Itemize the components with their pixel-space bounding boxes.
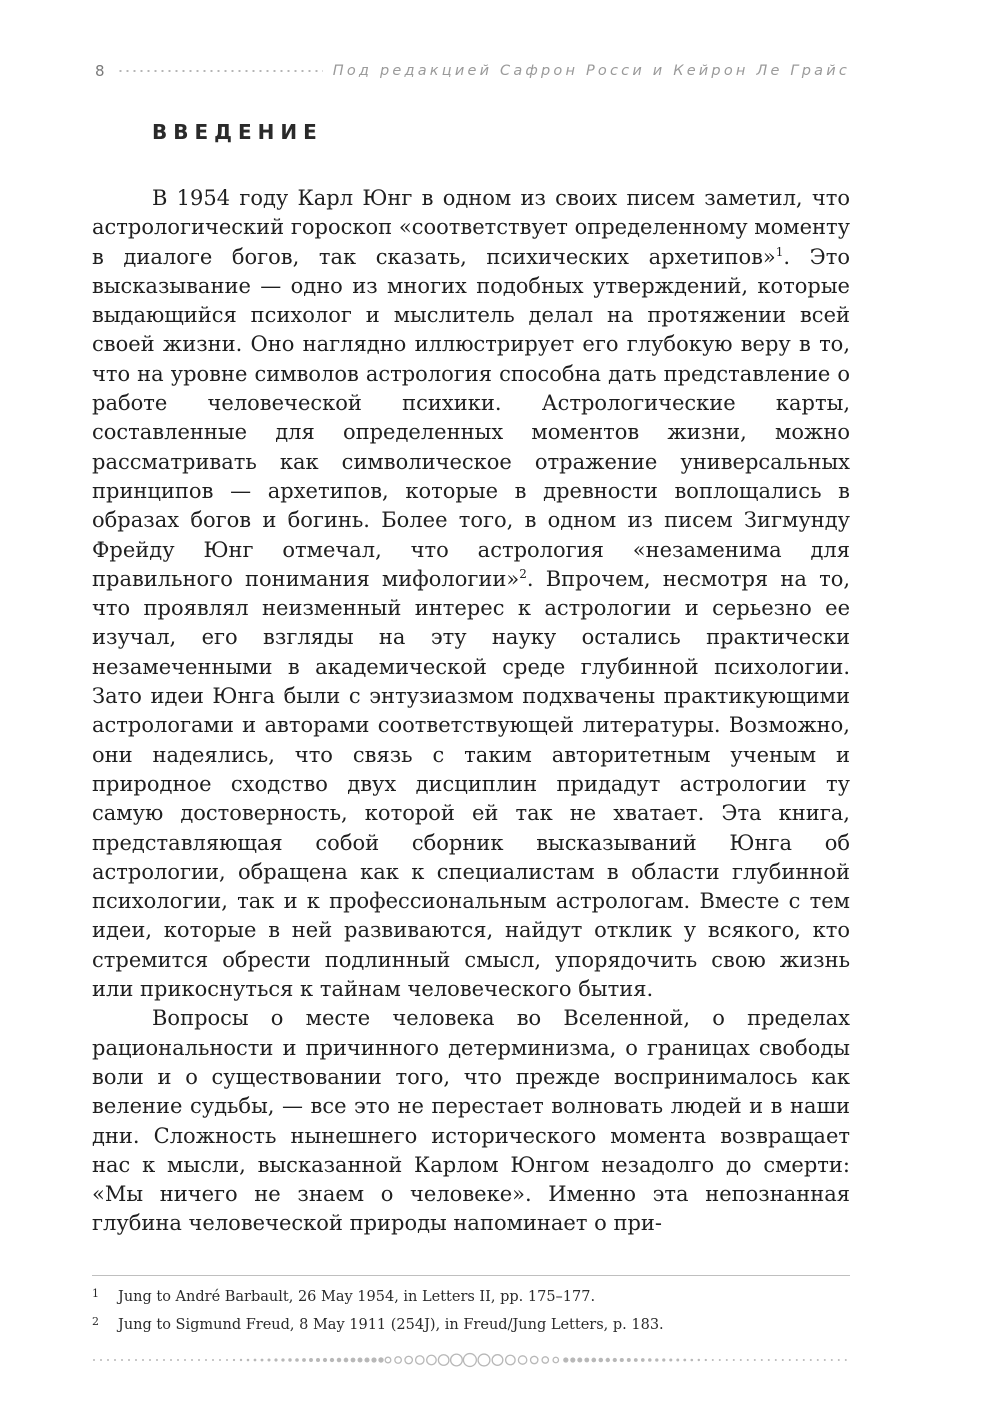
ornament-dot	[838, 1359, 840, 1361]
ornament-dot	[824, 1359, 826, 1361]
ornament-dot	[803, 1359, 805, 1361]
ornament-dot	[177, 1359, 179, 1361]
ornament-dot	[662, 1358, 665, 1361]
ornament-dot	[323, 1358, 327, 1362]
bottom-dotted-ornament	[92, 1352, 850, 1368]
ornament-dot	[698, 1359, 700, 1361]
ornament-dot	[135, 1359, 137, 1361]
footnote-number: 1	[92, 1287, 99, 1300]
ornament-dot	[107, 1359, 109, 1361]
ornament-dot	[584, 1358, 589, 1363]
ornament-dot	[316, 1358, 320, 1362]
ornament-dot	[261, 1359, 264, 1362]
ornament-dot	[542, 1357, 548, 1363]
paragraph-text: В 1954 году Карл Юнг в одном из своих писем заметил, что астрологический гороскоп «соответствует определенному моменту в диалоге богов, так сказать, психических архетипов»	[92, 186, 850, 269]
paragraph	[92, 184, 850, 1004]
ornament-dot	[627, 1358, 631, 1362]
ornament-dot	[726, 1359, 728, 1361]
ornament-dot	[775, 1359, 777, 1361]
running-title: Под редакцией Сафрон Росси и Кейрон Ле Грайс	[332, 63, 850, 79]
ornament-dot	[93, 1359, 95, 1361]
ornament-dot	[121, 1359, 123, 1361]
ornament-dot	[198, 1359, 200, 1361]
ornament-dot	[518, 1356, 526, 1364]
footnote-text: Jung to André Barbault, 26 May 1954, in Letters II, pp. 175–177.	[118, 1289, 596, 1305]
paragraph	[92, 1004, 850, 1238]
footnote	[92, 1311, 850, 1339]
ornament-dot	[810, 1359, 812, 1361]
ornament-dot	[613, 1358, 617, 1362]
paragraph-text: Вопросы о месте человека во Вселенной, о пределах рациональности и причинного детерминизма, о границах свободы воли и о существовании того, что прежде воспринималось как веление судьбы, — все это не перестает волновать людей и в наши дни. Сложность нынешнего исторического момента возвращает нас к мысли, высказанной Карлом Юнгом незадолго до смерти: «Мы ничего не знаем о человеке». Именно эта непознанная глубина человеческой природы напоминает о при-	[92, 1006, 850, 1236]
ornament-dot	[451, 1354, 463, 1366]
footnote-marker[interactable]: 2	[519, 566, 527, 581]
ornament-dot	[247, 1359, 250, 1362]
ornament-dot	[288, 1358, 291, 1361]
header-dotted-leader	[117, 70, 323, 72]
ornament-dot	[191, 1359, 193, 1361]
ornament-dot	[416, 1356, 424, 1364]
ornament-dot	[114, 1359, 116, 1361]
ornament-dot	[683, 1359, 686, 1362]
ornament-dot	[553, 1357, 558, 1362]
ornament-dot	[337, 1358, 342, 1363]
section-heading: ВВЕДЕНИЕ	[152, 120, 323, 144]
ornament-dot	[274, 1358, 277, 1361]
ornament-dot	[295, 1358, 299, 1362]
ornament-dot	[747, 1359, 749, 1361]
ornament-dot	[789, 1359, 791, 1361]
ornament-dot	[712, 1359, 714, 1361]
ornament-dot	[570, 1357, 575, 1362]
ornament-dot	[226, 1359, 228, 1361]
ornament-dot	[233, 1359, 235, 1361]
ornament-dot	[719, 1359, 721, 1361]
ornament-dot	[669, 1358, 672, 1361]
ornament-dot	[358, 1358, 363, 1363]
footnote-text: Jung to Sigmund Freud, 8 May 1911 (254J), in Freud/Jung Letters, p. 183.	[118, 1317, 664, 1333]
footnote-marker[interactable]: 1	[775, 244, 784, 259]
ornament-dot	[817, 1359, 819, 1361]
ornament-dot	[184, 1359, 186, 1361]
ornament-dot	[768, 1359, 770, 1361]
page-number: 8	[95, 62, 105, 80]
ornament-dot	[267, 1358, 270, 1361]
body-text	[92, 180, 850, 1239]
ornament-dot	[599, 1358, 604, 1363]
footnote-divider	[92, 1275, 850, 1276]
ornament-dot	[478, 1354, 490, 1366]
ornament-dot	[395, 1357, 402, 1364]
ornament-dot	[782, 1359, 784, 1361]
ornament-dot	[655, 1358, 658, 1361]
ornament-dot	[281, 1358, 284, 1361]
ornament-dot	[163, 1359, 165, 1361]
ornament-dot	[796, 1359, 798, 1361]
ornament-dot	[463, 1354, 476, 1367]
ornament-dot	[438, 1355, 449, 1366]
ornament-dot	[427, 1355, 436, 1364]
ornament-dot	[371, 1357, 376, 1362]
ornament-dot	[149, 1359, 151, 1361]
ornament-dot	[309, 1358, 313, 1362]
ornament-dot	[563, 1357, 568, 1362]
ornament-dot	[676, 1359, 679, 1362]
ornament-dot	[128, 1359, 130, 1361]
footnote	[92, 1283, 850, 1311]
ornament-dot	[761, 1359, 763, 1361]
ornament-dot	[506, 1355, 516, 1365]
ornament-dot	[378, 1357, 383, 1362]
ornament-dot	[100, 1359, 102, 1361]
ornament-dot	[351, 1358, 356, 1363]
ornament-dot	[634, 1358, 638, 1362]
ornament-dot	[254, 1359, 257, 1362]
ornament-dot	[205, 1359, 207, 1361]
ornament-dot	[831, 1359, 833, 1361]
ornament-dot	[733, 1359, 735, 1361]
ornament-dot	[219, 1359, 221, 1361]
ornament-dot	[606, 1358, 610, 1362]
ornament-dot	[330, 1358, 334, 1362]
running-head	[95, 58, 850, 84]
ornament-dot	[405, 1356, 412, 1363]
ornament-dot	[302, 1358, 306, 1362]
ornament-dot	[156, 1359, 158, 1361]
ornament-dot	[641, 1358, 645, 1362]
ornament-dot	[754, 1359, 756, 1361]
ornament-dot	[385, 1357, 391, 1363]
footnote-number: 2	[92, 1315, 99, 1328]
ornament-dot	[845, 1359, 847, 1361]
paragraph-text: . Это высказывание — одно из многих подобных утверждений, которые выдающийся психолог и мыслитель делал на протяжении всей своей жизни. Оно наглядно иллюстрирует его глубокую веру в то, что на уровне символов астрология способна дать представление о работе человеческой психики. Астрологические карты, составленные для определенных моментов жизни, можно рассматривать как символическое отражение универсальных принципов — архетипов, которые в древности воплощались в образах богов и богинь. Более того, в одном из писем Зигмунду Фрейду Юнг отмечал, что астрология «незаменима для правильного понимания мифологии»	[92, 244, 850, 591]
ornament-dot	[705, 1359, 707, 1361]
ornament-dot	[492, 1355, 503, 1366]
ornament-dot	[690, 1359, 693, 1362]
ornament-dot	[531, 1356, 538, 1363]
ornament-dot	[740, 1359, 742, 1361]
footnotes	[92, 1283, 850, 1339]
ornament-dot	[364, 1357, 369, 1362]
ornament-dot	[142, 1359, 144, 1361]
ornament-dot	[577, 1358, 582, 1363]
ornament-dot	[240, 1359, 242, 1361]
ornament-dot	[591, 1358, 596, 1363]
ornament-dot	[620, 1358, 624, 1362]
paragraph-text: . Впрочем, несмотря на то, что проявлял неизменный интерес к астрологии и серьезно ее изучал, его взгляды на эту науку остались практически незамеченными в академической среде глубинной психологии. Зато идеи Юнга были с энтузиазмом подхвачены практикующими астрологами и авторами соответствующей литературы. Возможно, они надеялись, что связь с таким авторитетным ученым и природное сходство двух дисциплин придадут астрологии ту самую достоверность, которой ей так не хватает. Эта книга, представляющая собой сборник высказываний Юнга об астрологии, обращена как к специалистам в области глубинной психологии, так и к профессиональным астрологам. Вместе с тем идеи, которые в ней развиваются, найдут отклик у всякого, кто стремится обрести подлинный смысл, упорядочить свою жизнь или прикоснуться к тайнам человеческого бытия.	[92, 566, 851, 1002]
ornament-dot	[170, 1359, 172, 1361]
ornament-dot	[212, 1359, 214, 1361]
ornament-dot	[344, 1358, 349, 1363]
ornament-dot	[648, 1358, 652, 1362]
